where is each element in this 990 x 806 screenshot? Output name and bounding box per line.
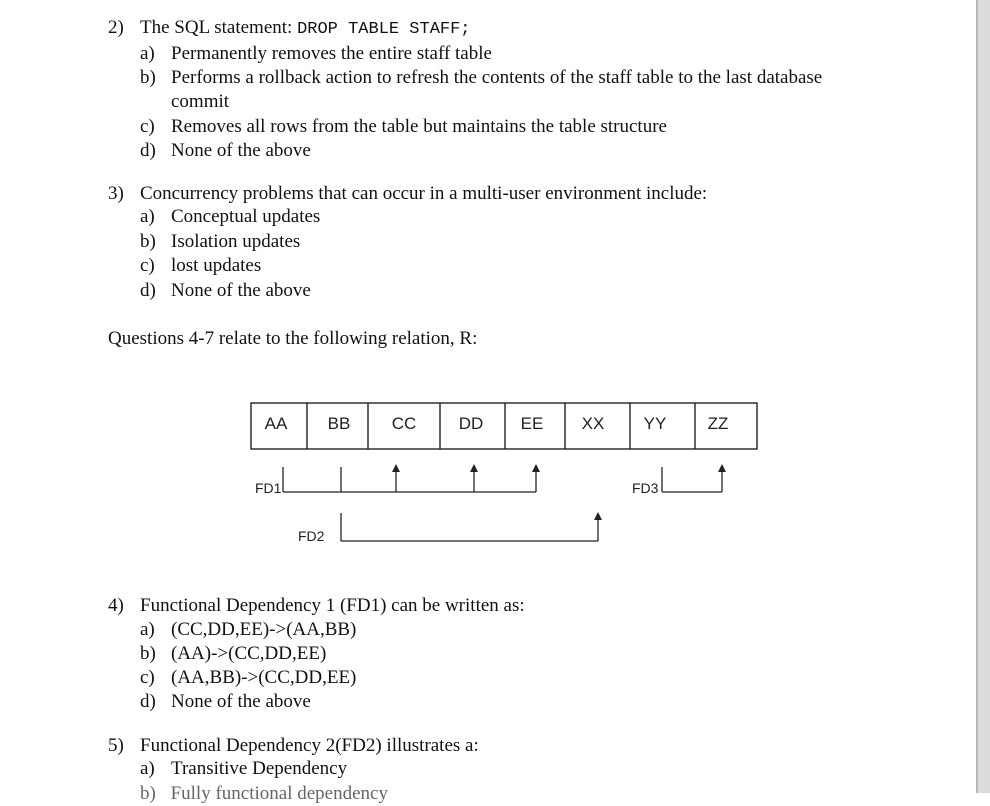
fd3-label: FD3	[632, 480, 659, 496]
arrowhead-icon	[718, 464, 726, 472]
attribute-labels	[265, 414, 729, 433]
option-label: a)	[140, 206, 155, 227]
option-text: Permanently removes the entire staff table	[171, 43, 492, 64]
question-number: 5)	[108, 735, 124, 756]
stem-text: The SQL statement:	[140, 17, 293, 38]
question-stem: Concurrency problems that can occur in a multi-user environment include:	[140, 183, 708, 204]
fd2-dependency	[298, 512, 602, 544]
option-text: (AA,BB)->(CC,DD,EE)	[171, 667, 357, 688]
attribute-bb: BB	[327, 414, 351, 433]
option-label: a)	[140, 758, 155, 779]
arrowhead-icon	[392, 464, 400, 472]
option-label: c)	[140, 667, 155, 688]
question-number: 3)	[108, 183, 124, 204]
option-text: Performs a rollback action to refresh the contents of the staff table to the last database	[171, 67, 823, 88]
relation-intro: Questions 4-7 relate to the following relation, R:	[108, 328, 478, 349]
option-text: None of the above	[171, 280, 311, 301]
attribute-xx: XX	[581, 414, 605, 433]
option-label: d)	[140, 691, 156, 712]
viewer-scrollbar[interactable]	[976, 0, 990, 793]
attribute-aa: AA	[264, 414, 288, 433]
arrowhead-icon	[470, 464, 478, 472]
option-label: b)	[140, 231, 156, 252]
arrowhead-icon	[532, 464, 540, 472]
option-text: Transitive Dependency	[171, 758, 348, 779]
option-label: a)	[140, 43, 155, 64]
option-text: None of the above	[171, 140, 311, 161]
attribute-zz: ZZ	[707, 414, 729, 433]
question-number: 4)	[108, 595, 124, 616]
sql-code: DROP TABLE STAFF;	[297, 20, 471, 39]
option-text: Conceptual updates	[171, 206, 321, 227]
option-text: Isolation updates	[171, 231, 301, 252]
option-label: a)	[140, 619, 155, 640]
option-text: Fully functional dependency	[170, 783, 388, 804]
option-text: None of the above	[171, 691, 311, 712]
option-label: d)	[140, 140, 156, 161]
fd1-lines	[283, 467, 536, 492]
question-stem: Functional Dependency 2(FD2) illustrates a:	[140, 735, 479, 756]
option-text: (AA)->(CC,DD,EE)	[171, 643, 327, 664]
option-label: d)	[140, 280, 156, 301]
relation-diagram	[240, 395, 780, 555]
attribute-yy: YY	[643, 414, 667, 433]
option-label: b)	[140, 783, 156, 804]
option-5b-partial	[140, 782, 388, 806]
fd1-dependency	[255, 464, 540, 496]
fd3-dependency	[632, 464, 726, 496]
option-label: c)	[140, 116, 155, 137]
relation-diagram-svg	[240, 395, 780, 555]
question-number: 2)	[108, 17, 124, 38]
option-label: b)	[140, 643, 156, 664]
arrowhead-icon	[594, 512, 602, 520]
option-label: c)	[140, 255, 155, 276]
option-text: lost updates	[171, 255, 262, 276]
fd2-label: FD2	[298, 528, 325, 544]
option-text-continued: commit	[171, 91, 230, 112]
fd2-lines	[341, 513, 598, 541]
fd3-lines	[662, 467, 722, 492]
option-text: Removes all rows from the table but maintains the table structure	[171, 116, 667, 137]
question-stem	[140, 16, 471, 42]
attribute-dd: DD	[458, 414, 484, 433]
fd1-arrowheads	[392, 464, 540, 472]
question-stem: Functional Dependency 1 (FD1) can be written as:	[140, 595, 525, 616]
option-label: b)	[140, 67, 156, 88]
option-text: (CC,DD,EE)->(AA,BB)	[171, 619, 357, 640]
fd1-label: FD1	[255, 480, 282, 496]
attribute-ee: EE	[520, 414, 544, 433]
attribute-cc: CC	[391, 414, 417, 433]
